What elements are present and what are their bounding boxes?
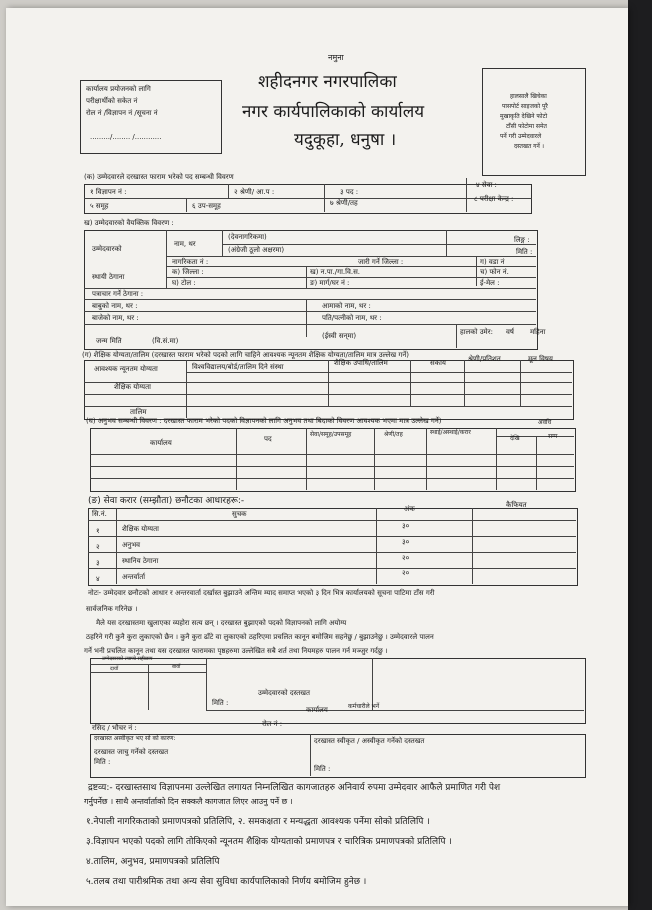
criteria-row-name: शैक्षिक योग्यता (122, 525, 159, 533)
exp-col-office: कार्यालय (150, 439, 172, 447)
candidate-signature-label: उम्मेदवारको दस्तखत (258, 689, 310, 697)
section-nga-heading: (ङ) सेवा करार (सम्झौता) छनौटका आधारहरू:- (88, 496, 245, 506)
criteria-row-name: स्थानिय ठेगाना (122, 557, 159, 565)
dark-background-edge (628, 0, 652, 910)
training-label: तालिम (130, 408, 147, 416)
education-qualification-label: शैक्षिक योग्यता (114, 383, 151, 391)
note-line-2: सार्वजनिक गरिनेछ । (86, 605, 138, 613)
spouse-name-label: पति/पत्नीको नाम, थर : (322, 314, 382, 322)
criteria-row-sn: २ (96, 543, 100, 551)
field-category: २ श्रेणी/ आ.प : (234, 188, 275, 196)
receipt-no-label: रसिद / भौचर नं : (92, 724, 137, 732)
section-ga-heading: (ग) शैक्षिक योग्यता/तालिम (दरखास्त फाराम भरेको पदको लागि चाहिने आवश्यक न्यूनतम शैक्षिक योग्यता/तालिम मात्र उल्लेख गर्ने) (82, 351, 409, 359)
field-post: ३ पद : (340, 188, 359, 196)
header-line-1: शहीदनगर नगरपालिका (258, 72, 397, 92)
declaration-line-3: गर्ने भनी प्रचलित कानून तथा यस दरखास्त फारामका पृष्ठहरुमा उल्लेखित सबै शर्त तथा नियमहरु पालन गर्न मञ्जुर गर्दछु । (84, 647, 388, 655)
photo-box-line-4: टाँसी फोटोमा समेत (506, 123, 547, 130)
exp-col-service: सेवा/समूह/उपसमूह (310, 431, 352, 438)
devanagari-label: (देवनागरिकमा) (228, 233, 267, 241)
field-group: ५ समूह (90, 202, 109, 210)
office-box-dots: ........./........ /............ (90, 133, 162, 141)
photo-box-line-6: दस्तखत गर्ने । (514, 143, 545, 150)
photo-box (482, 68, 586, 176)
note-line-1: नोटः- उम्मेदवार छनौटको आधार र अन्तरवार्ता दर्खास्त बुझाउने अन्तिम म्याद समाप्त भएको ३ दिन भित्र कार्यालयको सूचना पाटिमा टाँस गरी (88, 589, 435, 597)
criteria-row-sn: ३ (96, 559, 100, 567)
col-faculty: सकाय (430, 359, 446, 367)
footer-line-4: ३.विज्ञापन भएको पदको लागि तोकिएको न्यूनतम शैक्षिक योग्यताको प्रमाणपत्र र चारित्रिक प्रमाणपत्रको प्रतिलिपि । (86, 837, 452, 847)
criteria-row-score: २० (402, 554, 410, 562)
criteria-col-sn: सि.नं. (92, 510, 107, 518)
mother-name-label: आमाको नाम, थर : (322, 302, 371, 310)
municipality-label: ख) न.पा./गा.वि.स. (310, 268, 361, 276)
signature-box (90, 658, 586, 724)
issue-district-label: जारी गर्ने जिल्ला : (358, 258, 404, 266)
criteria-col-remarks: कैफियत (506, 501, 527, 509)
phone-label: च) फोन नं. (480, 268, 509, 276)
candidate-label: उम्मेदवारको (92, 245, 122, 253)
permanent-address-label: स्थायी ठेगाना (92, 273, 125, 281)
email-label: ई-मेल : (480, 279, 500, 287)
footer-line-5: ४.तालिम, अनुभव, प्रमाणपत्रको प्रतिलिपि (86, 857, 220, 867)
dob-ad-label: (ईस्वी सन्‌मा) (322, 332, 357, 340)
dob-label: जन्म मिति (96, 337, 122, 345)
footer-line-6: ५.तलब तथा पारीश्रमिक तथा अन्य सेवा सुविधा कार्यपालिकाको निर्णय बमोजिम हुनेछ । (86, 877, 367, 887)
footer-line-3: १.नेपाली नागरिकताको प्रमाणपत्रको प्रतिलिपि, २. समकक्षता र मन्यद्धता आवश्यक पर्नेमा सोको प्रतिलिपि । (86, 817, 430, 827)
officer-fill-label: कर्मचारीले भर्ने (348, 703, 380, 710)
criteria-col-score: अंक (404, 505, 415, 513)
checker-signature-label: दरखास्त जाचु गर्नेको दस्तखत (94, 748, 169, 756)
rejection-reason-label: दरखास्त अस्वीकृत भए सो को कारण: (94, 735, 176, 742)
exp-col-to: सम्म (548, 433, 558, 440)
field-level: ७ श्रेणी/तह (330, 199, 358, 207)
ward-label: ग) वडा नं (480, 258, 505, 266)
age-label: हालको उमेर: (460, 328, 493, 336)
header-line-3: यदुकूहा, धनुषा । (294, 130, 397, 150)
criteria-row-name: अनुभव (122, 541, 141, 549)
field-advertisement-no: १ विज्ञापन नं : (90, 188, 127, 196)
declaration-line-2: ठहरिने गरी कुनै कुरा लुकाएको छैन । कुनै कुरा ढाँटे वा लुकाएको ठहरिएमा प्रचलित कानून बमोजिम सहनेछु / बुझाउनेछु । उम्मेदवारले पालन (86, 633, 434, 641)
signature-date-label: मिति : (212, 699, 229, 707)
criteria-row-name: अन्तर्वार्ता (122, 573, 146, 581)
grandfather-name-label: बाजेको नाम, थर : (92, 314, 139, 322)
exp-col-post: पद (264, 435, 272, 443)
office-box-line-3: रोल नं /विज्ञापन नं /सूचना नं (86, 109, 158, 117)
col-division: श्रेणी/प्रतिशत (468, 355, 501, 363)
age-month-label: महिना (530, 328, 546, 336)
field-subgroup: ६ उप-समूह (192, 202, 221, 210)
roll-no-label: रोल नं : (262, 720, 283, 728)
english-label: (अंग्रेजी ठूलो अक्षरमा) (228, 246, 285, 254)
footer-line-2: गर्नुपर्नेछ । साथै अन्तर्वार्ताको दिन सक्कलै कागजात लिएर आउनु पर्ने छ । (84, 797, 293, 806)
exp-col-duration: अवधि (538, 419, 552, 426)
declaration-line-1: मैले यस दरखास्तमा खुलाएका व्यहोरा सत्य छन् । दरखास्त बुझाएको पदको विज्ञापनको लागि अयोग्य (96, 619, 347, 627)
date-label: मिति : (516, 248, 533, 256)
section-ka-table (84, 181, 532, 214)
exp-col-status: स्थाई/अस्थाई/करार (430, 429, 471, 436)
section-kha-heading: ख) उम्मेदवारको वैयक्तिक विवरण : (84, 219, 174, 227)
col-major-subject: मूल विषय (528, 355, 553, 363)
office-use-label: कार्यालय (306, 706, 328, 714)
tole-label: घ) टोल : (172, 279, 196, 287)
name-label: नाम, थर (174, 240, 196, 248)
gender-label: लिङ्ग : (514, 236, 530, 244)
exp-col-level: श्रेणी/तह (384, 431, 403, 438)
district-label: क) जिल्ला : (172, 268, 204, 276)
father-name-label: बाबुको नाम, थर : (92, 302, 138, 310)
application-form-page (6, 8, 628, 906)
col-institution: विश्वविद्यालय/बोर्ड/तालिम दिने संस्था (192, 363, 284, 371)
age-year-label: वर्ष (506, 328, 514, 336)
thumb-right-label: दायाँ (110, 666, 119, 672)
photo-box-line-3: मुखाकृति देखिने फोटो (500, 113, 548, 120)
criteria-row-score: ३० (402, 522, 410, 530)
citizenship-label: नागरिकता नं : (172, 258, 209, 266)
criteria-col-indicator: सुचक (232, 510, 247, 518)
criteria-row-sn: १ (96, 527, 100, 535)
section-ka-heading: (क) उम्मेदवारले दरखास्त फाराम भरेको पद सम्बन्धी विवरण (84, 173, 234, 181)
header-line-2: नगर कार्यपालिकाको कार्यालय (242, 102, 425, 122)
checker-date-label: मिति : (94, 758, 111, 766)
min-qualification-label: आवश्यक न्यूनतम योग्यता (94, 365, 158, 373)
top-mark: नमुना (328, 53, 344, 62)
field-exam-center: ८ परीक्षा केन्द्र : (474, 195, 514, 203)
criteria-row-score: २० (402, 569, 410, 577)
office-box-line-2: परीक्षार्थीको सकेत नं (86, 97, 138, 105)
approver-date-label: मिति : (314, 765, 331, 773)
footer-line-1: द्रष्टव्य:- दरखास्तसाथ विज्ञापनमा उल्लेखित लगायत निम्नलिखित कागजातहरु अनिवार्य रुपमा उम्मेदवार आफैले प्रमाणित गरी पेश (88, 783, 501, 793)
exp-col-from: देखि (510, 435, 520, 442)
col-degree: शैक्षिक उपाधि/तालिम (334, 359, 388, 367)
photo-box-line-1: हालसालै खिचेका (510, 93, 547, 100)
approver-signature-label: दरखास्त स्वीकृत / अस्वीकृत गर्नेको दस्तखत (314, 737, 425, 745)
road-label: ङ) मार्ग/घर नं : (310, 279, 350, 287)
dob-bs-label: (वि.सं.मा) (152, 337, 179, 345)
mailing-address-label: पत्राचार गर्ने ठेगाना : (92, 290, 144, 298)
field-service: ४ सेवा : (476, 181, 497, 189)
thumbprint-label: उम्मेदवारको ल्याप्चे सहीछाप (102, 656, 153, 662)
office-box-line-1: कार्यालय प्रयोजनको लागि (86, 85, 151, 93)
criteria-row-score: ३० (402, 538, 410, 546)
thumb-left-label: बायाँ (172, 664, 181, 670)
photo-box-line-5: पर्ने गरी उम्मेदवारले (500, 133, 542, 140)
section-gha-heading: (घ) अनुभव सम्बन्धी विवरण : दरखास्त फाराम भरेको पदको विज्ञापनको लागि अनुभव तथा बिदाको विवरण आवश्यक भएमा मात्र उल्लेख गर्ने) (86, 417, 442, 425)
criteria-row-sn: ४ (96, 575, 100, 583)
photo-box-line-2: पासपोर्ट साइजको पूरै (502, 103, 548, 110)
